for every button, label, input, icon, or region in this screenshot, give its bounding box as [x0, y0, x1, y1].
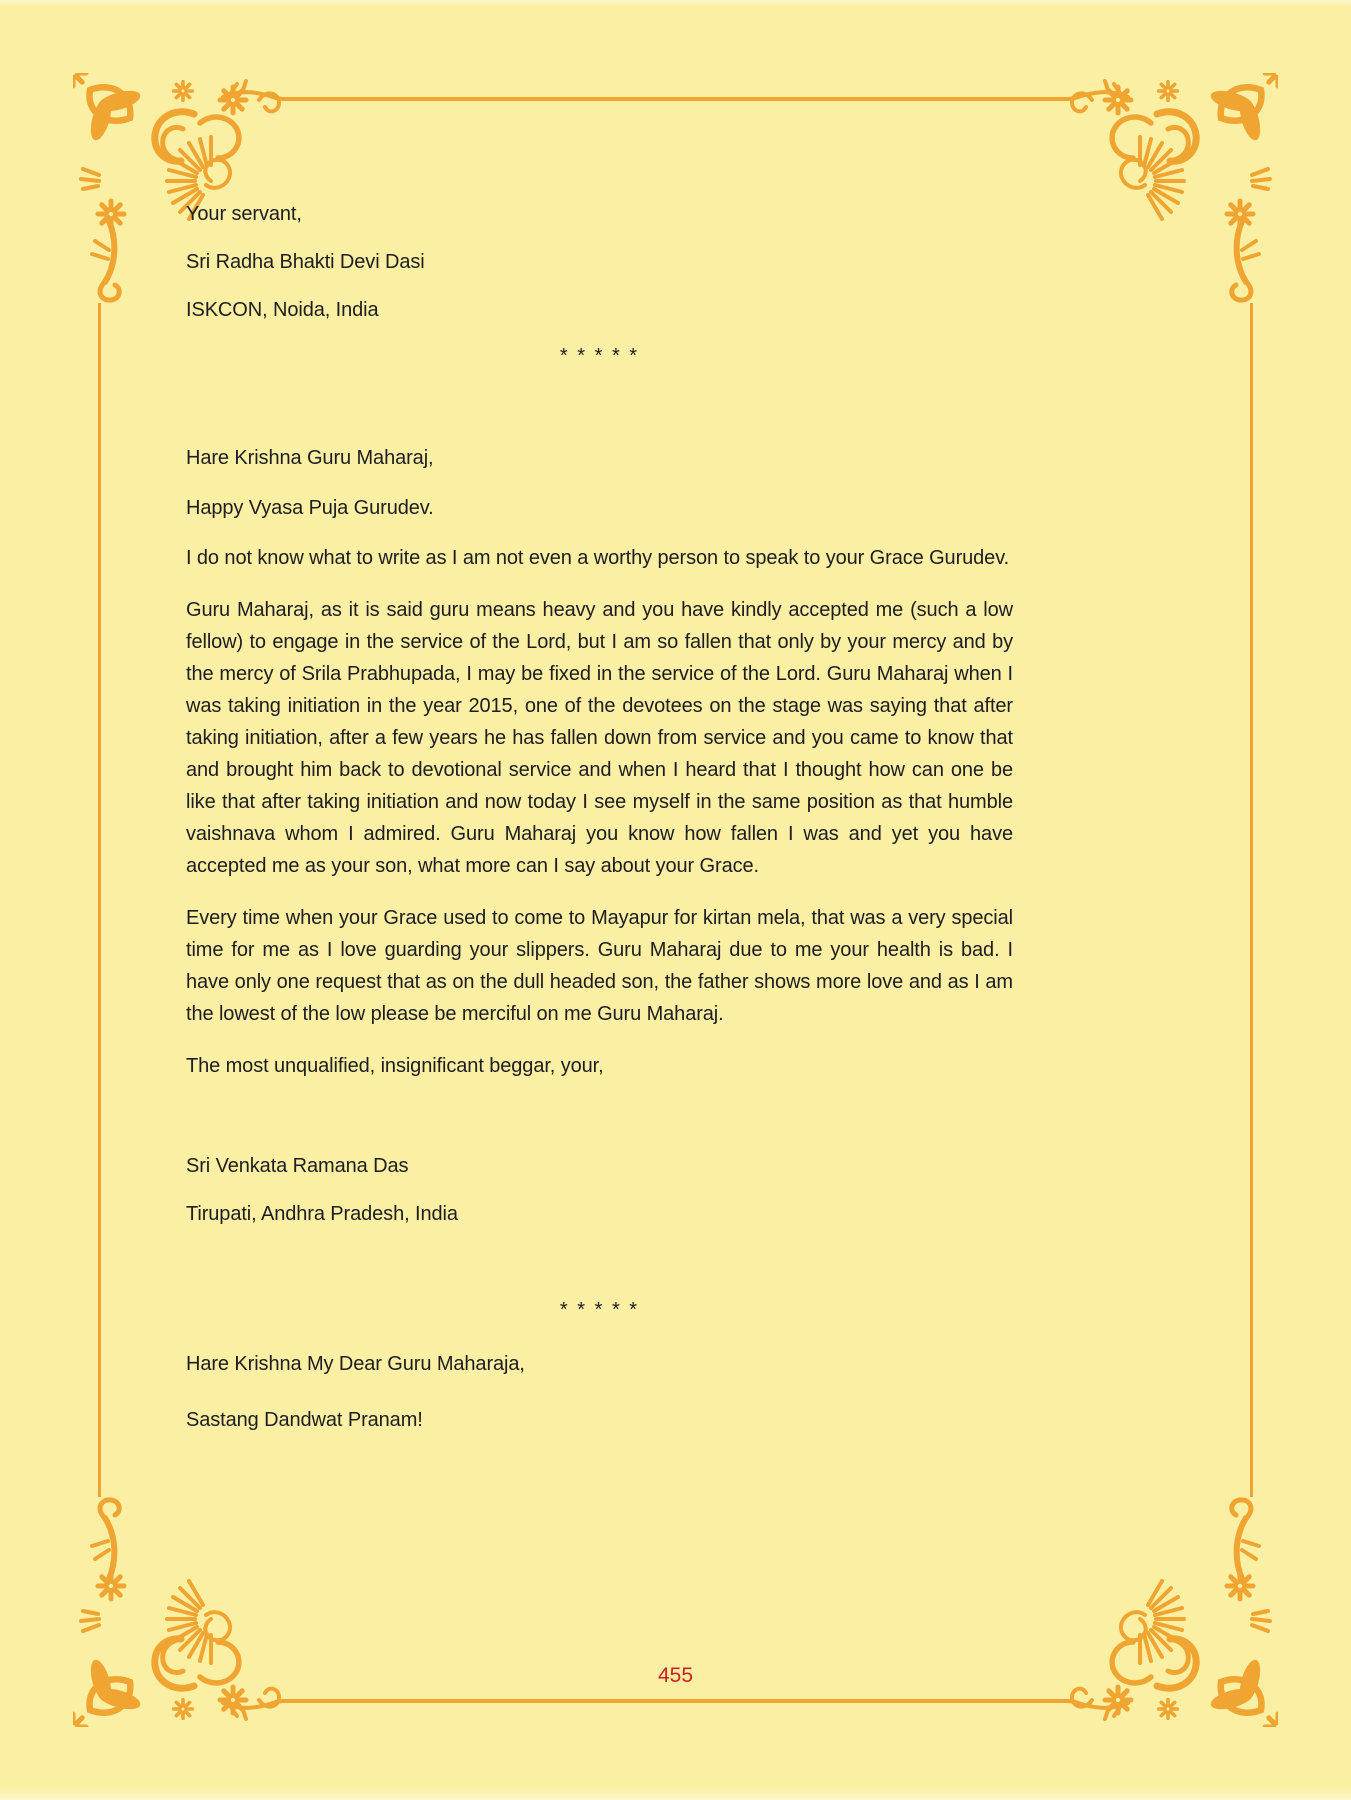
page-number: 455 [657, 1664, 694, 1687]
corner-ornament-bottom-right-icon [1068, 1497, 1278, 1727]
salutation-line: Happy Vyasa Puja Gurudev. [186, 497, 434, 519]
salutation-line: Hare Krishna Guru Maharaj, [186, 447, 434, 469]
letter-text-column [186, 0, 1013, 1436]
section-divider: * * * * * [559, 1299, 640, 1321]
closing-line: The most unqualified, insignificant beggar, your, [186, 1055, 604, 1077]
corner-ornament-bottom-left-icon [73, 1497, 283, 1727]
letter-paragraph: Every time when your Grace used to come to Mayapur for kirtan mela, that was a very special time for me as I love guarding your slippers. Guru Maharaj due to me your health is bad. I have only one request that as on the dull headed son, the father shows more love and as I am the lowest of the low please be merciful on me Guru Maharaj. [186, 907, 1013, 1025]
corner-ornament-top-right-icon [1068, 73, 1278, 303]
letter-paragraph: I do not know what to write as I am not even a worthy person to speak to your Grace Gurudev. [186, 547, 1010, 569]
signature-line: Your servant, [186, 203, 302, 225]
signature-name: Sri Venkata Ramana Das [186, 1155, 409, 1177]
border-line-right [1250, 303, 1253, 1497]
border-line-left [98, 303, 101, 1497]
letter-paragraph: Guru Maharaj, as it is said guru means heavy and you have kindly accepted me (such a low fellow) to engage in the service of the Lord, but I am so fallen that only by your mercy and by the mercy of Srila Prabhupada, I may be fixed in the service of the Lord. Guru Maharaj when I was taking initiation in the year 2015, one of the devotees on the stage was saying that after taking initiation, after a few years he has fallen down from service and you came to know that and brought him back to devotional service and when I heard that I thought how can one be like that after taking initiation and now today I see myself in the same position as that humble vaishnava whom I admired. Guru Maharaj you know how fallen I was and yet you have accepted me as your son, what more can I say about your Grace. [186, 599, 1013, 877]
salutation-line: Sastang Dandwat Pranam! [186, 1409, 423, 1431]
section-divider: * * * * * [559, 345, 640, 367]
border-line-bottom [283, 1699, 1068, 1703]
signature-location: Tirupati, Andhra Pradesh, India [186, 1203, 458, 1225]
salutation-line: Hare Krishna My Dear Guru Maharaja, [186, 1353, 525, 1375]
signature-location: ISKCON, Noida, India [186, 299, 379, 321]
signature-name: Sri Radha Bhakti Devi Dasi [186, 251, 425, 273]
